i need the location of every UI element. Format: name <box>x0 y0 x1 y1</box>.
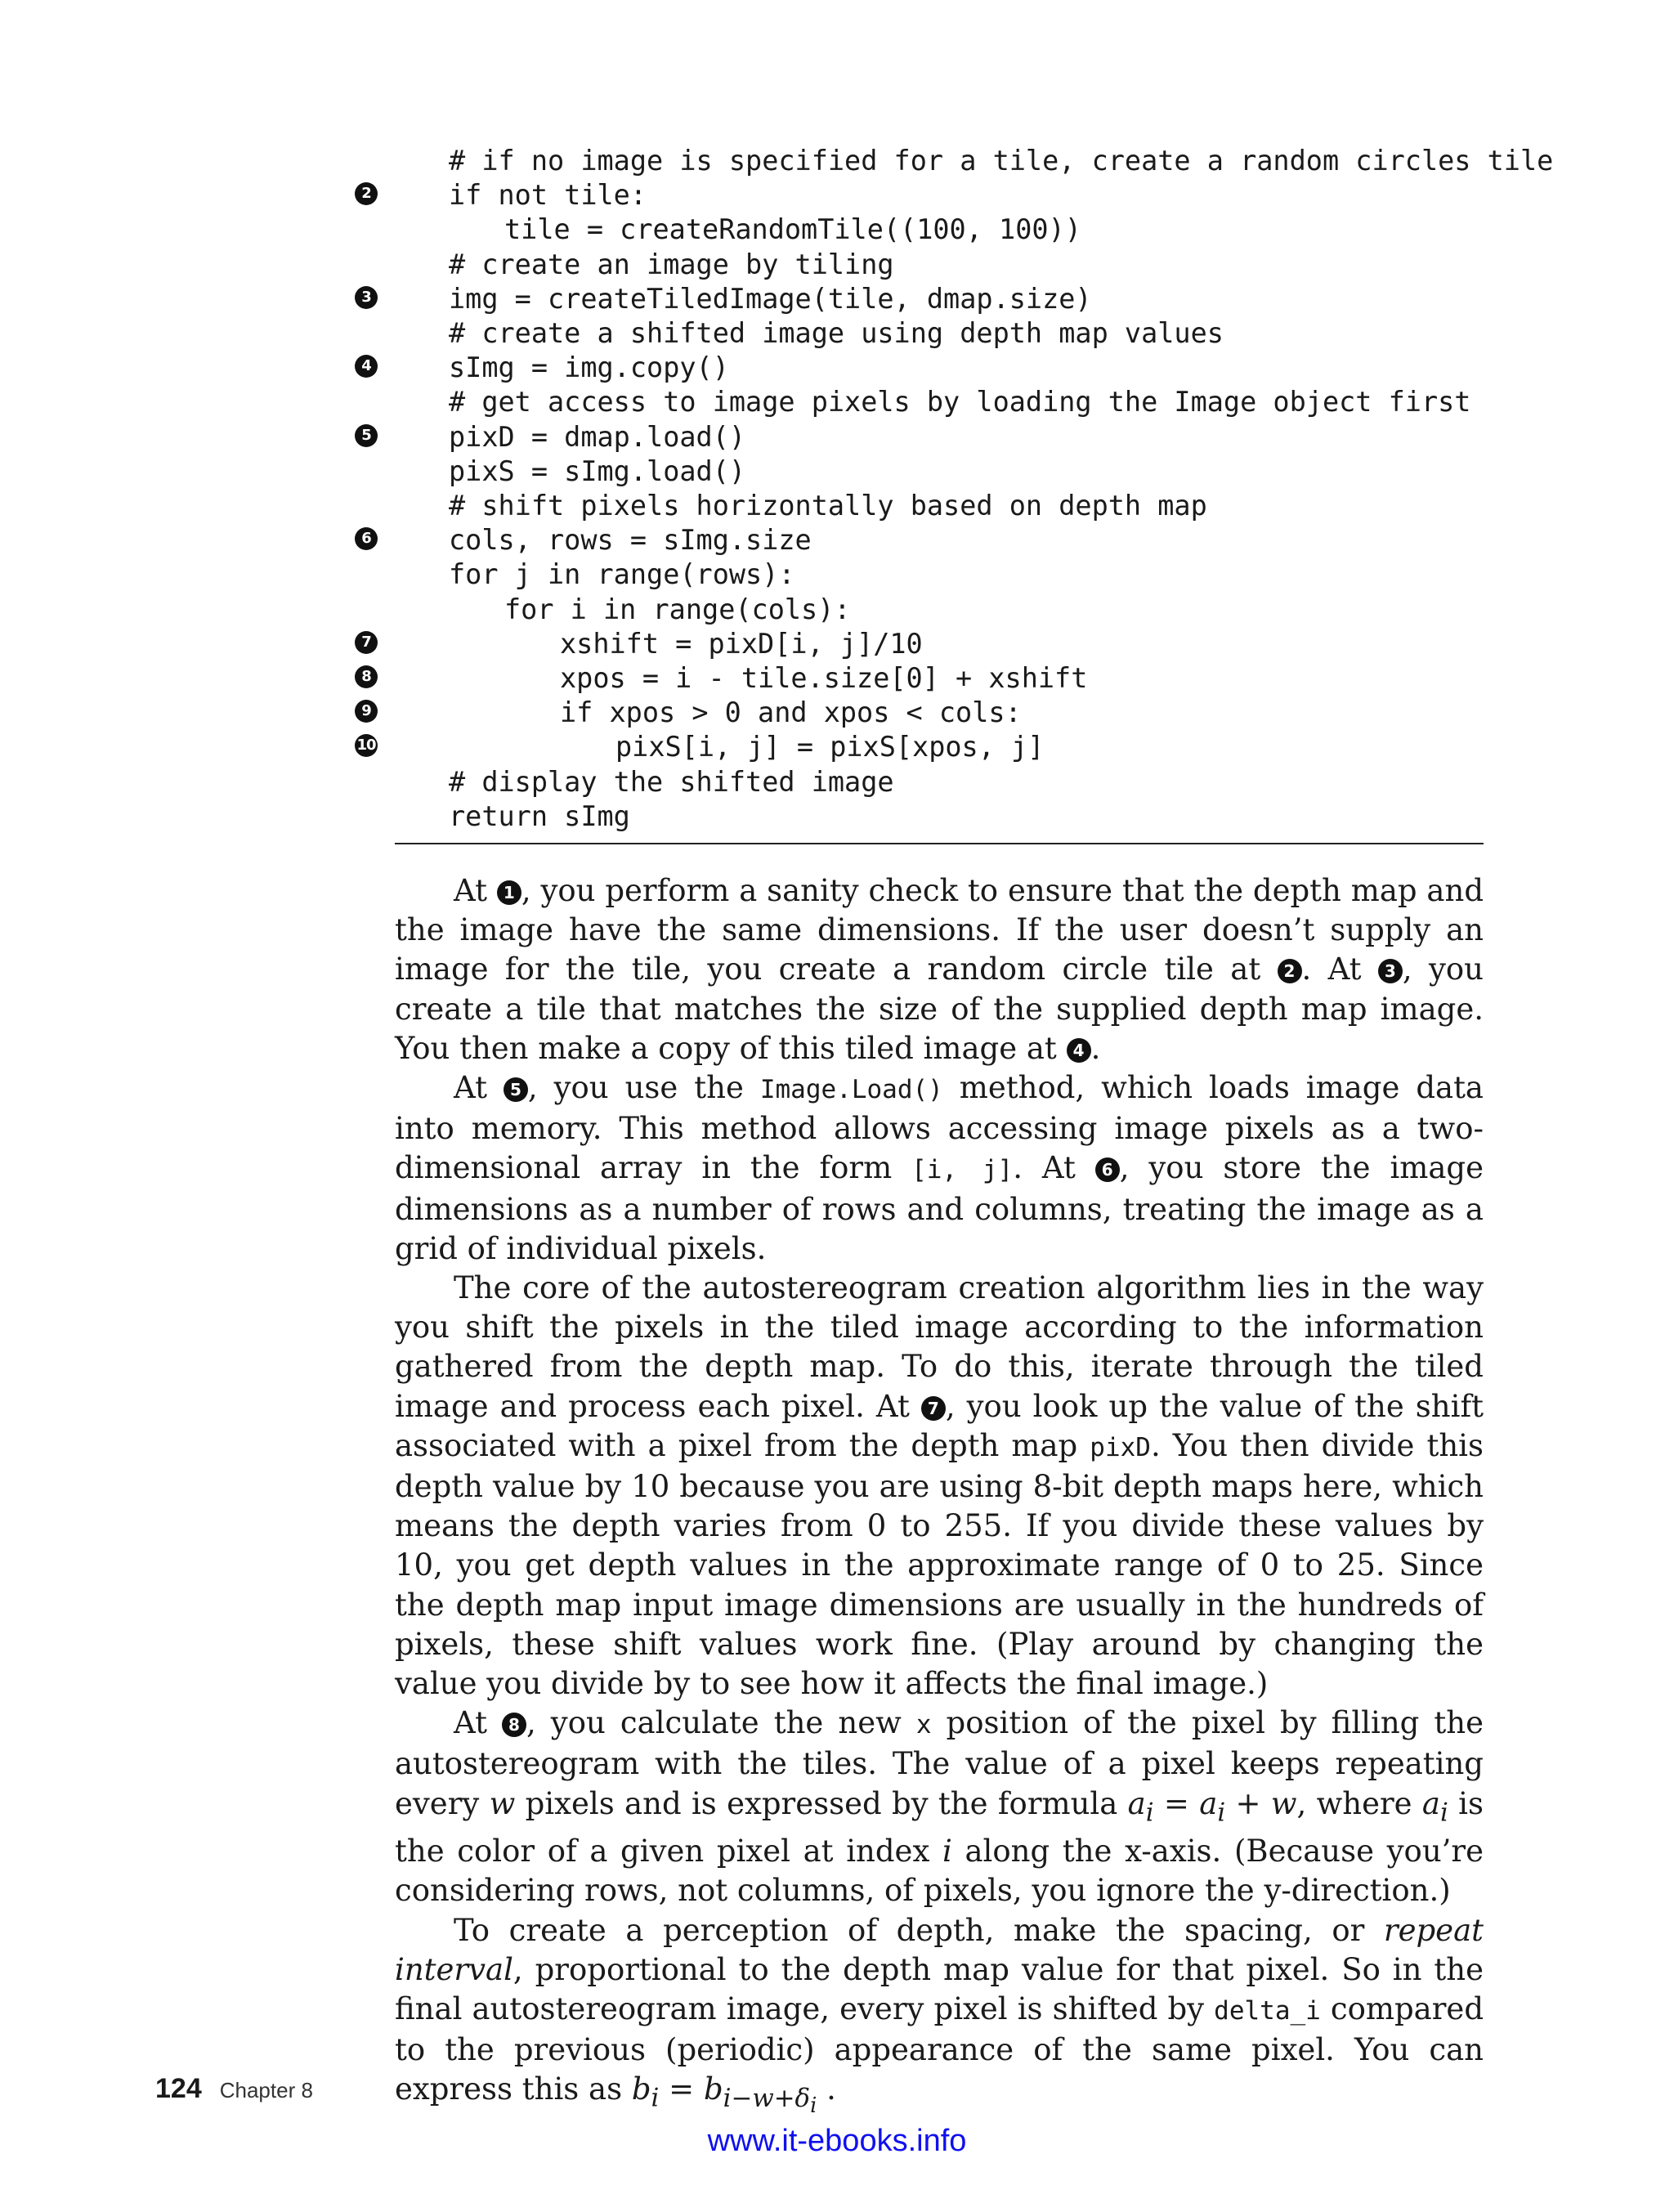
code-text: return sImg <box>449 799 630 832</box>
code-text: for j in range(rows): <box>449 558 795 591</box>
chapter-label: Chapter 8 <box>219 2078 313 2102</box>
inline-code: x <box>915 1710 932 1740</box>
paragraph: At 1 , you perform a sanity check to ensure that the depth map and the image have the same dimensions. If the user doesn’t supply an image for the tile, you create a random circle tile at 2 . At 3 , you create a tile that matches the size of the supplied depth map image. You then make a copy of this tiled image at 4 . <box>395 873 1484 1066</box>
page-number: 124 <box>155 2073 202 2104</box>
code-text: xpos = i - tile.size[0] + xshift <box>560 662 1088 694</box>
code-line <box>0 316 1674 351</box>
code-line <box>0 213 1674 247</box>
code-text: # shift pixels horizontally based on depth map <box>449 490 1207 522</box>
callout-marker: 3 <box>355 286 378 309</box>
code-line <box>0 730 1674 764</box>
paragraph: The core of the autostereogram creation algorithm lies in the way you shift the pixels in the tiled image according to the information gathered from the depth map. To do this, iterate through the tiled image and process each pixel. At 7 , you look up the value of the shift associated with a pixel from the depth map pixD. You then divide this depth value by 10 because you are using 8-bit depth maps here, which means the depth varies from 0 to 255. If you divide these values by 10, you get depth values in the approximate range of 0 to 25. Since the depth map input image dimensions are usually in the hundreds of pixels, these shift values work fine. (Play around by changing the value you divide by to see how it affects the final image.) <box>395 1270 1484 1702</box>
callout-marker: 1 <box>497 880 521 905</box>
code-divider <box>395 843 1484 844</box>
inline-code: pixD <box>1090 1432 1151 1462</box>
page-footer <box>155 2073 313 2105</box>
callout-marker: 8 <box>502 1713 526 1737</box>
code-line <box>0 765 1674 799</box>
inline-code: delta_i <box>1214 1996 1321 2026</box>
code-text: img = createTiledImage(tile, dmap.size) <box>449 282 1092 315</box>
code-line <box>0 178 1674 213</box>
code-line <box>0 282 1674 316</box>
callout-marker: 3 <box>1378 959 1403 983</box>
code-line <box>0 385 1674 419</box>
code-text: xshift = pixD[i, j]/10 <box>560 627 923 660</box>
callout-marker: 2 <box>1278 959 1302 983</box>
code-line <box>0 557 1674 592</box>
callout-marker: 4 <box>355 355 378 378</box>
code-text: pixS[i, j] = pixS[xpos, j] <box>615 731 1045 763</box>
math-formula: $b_i = b_{i-w+\delta_i}$ <box>631 2071 817 2119</box>
code-line <box>0 144 1674 178</box>
inline-code: Image.Load() <box>759 1075 943 1105</box>
callout-marker: 10 <box>355 734 378 757</box>
code-text: if xpos > 0 and xpos < cols: <box>560 696 1022 729</box>
code-line <box>0 420 1674 454</box>
code-text: sImg = img.copy() <box>449 352 729 384</box>
code-text: tile = createRandomTile((100, 100)) <box>504 213 1081 246</box>
code-line <box>0 627 1674 661</box>
code-line <box>0 454 1674 489</box>
code-text: pixS = sImg.load() <box>449 454 746 487</box>
code-line <box>0 696 1674 730</box>
code-text: # display the shifted image <box>449 765 894 798</box>
code-line <box>0 593 1674 627</box>
code-line <box>0 661 1674 696</box>
code-line <box>0 523 1674 557</box>
code-text: # create an image by tiling <box>449 248 894 280</box>
code-line <box>0 489 1674 523</box>
code-line <box>0 248 1674 282</box>
callout-marker: 5 <box>504 1077 528 1102</box>
code-text: cols, rows = sImg.size <box>449 524 812 557</box>
inline-code: [i, j] <box>911 1155 1014 1185</box>
paragraph: At 5 , you use the Image.Load() method, which loads image data into memory. This method allows accessing image pixels as a two-dimensional array in the form [i, j]. At 6 , you store the image dimensions as a number of rows and columns, treating the image as a grid of individual pixels. <box>395 1070 1484 1266</box>
callout-marker: 4 <box>1067 1038 1091 1063</box>
callout-marker: 7 <box>355 631 378 654</box>
code-text: # if no image is specified for a tile, create a random circles tile <box>449 145 1554 177</box>
paragraph: At 8 , you calculate the new x position of the pixel by filling the autostereogram with the tiles. The value of a pixel keeps repeating every w pixels and is expressed by the formula $a_i = a_i + w$, where $a_i$ is the color of a given pixel at index i along the x-axis. (Because you’re considering rows, not columns, of pixels, you ignore the y-direction.) <box>395 1705 1484 1909</box>
callout-marker: 6 <box>355 527 378 550</box>
code-text: pixD = dmap.load() <box>449 420 746 453</box>
callout-marker: 2 <box>355 182 378 205</box>
code-text: if not tile: <box>449 179 647 212</box>
body-text <box>395 871 1484 2125</box>
paragraph: To create a perception of depth, make the spacing, or repeat interval, proportional to the depth map value for that pixel. So in the final autostereogram image, every pixel is shifted by delta_i compared to the previous (periodic) appearance of the same pixel. You can express this as $b_i = b_{i-w+\delta_i}$ . <box>395 1912 1484 2119</box>
code-line <box>0 799 1674 834</box>
code-text: for i in range(cols): <box>504 593 851 625</box>
code-text: # create a shifted image using depth map values <box>449 317 1224 349</box>
callout-marker: 8 <box>355 665 378 688</box>
callout-marker: 6 <box>1095 1157 1120 1182</box>
callout-marker: 7 <box>921 1396 946 1421</box>
callout-marker: 5 <box>355 424 378 447</box>
callout-marker: 9 <box>355 700 378 723</box>
code-text: # get access to image pixels by loading the Image object first <box>449 386 1471 419</box>
watermark-link[interactable]: www.it-ebooks.info <box>707 2124 967 2158</box>
code-line <box>0 351 1674 385</box>
